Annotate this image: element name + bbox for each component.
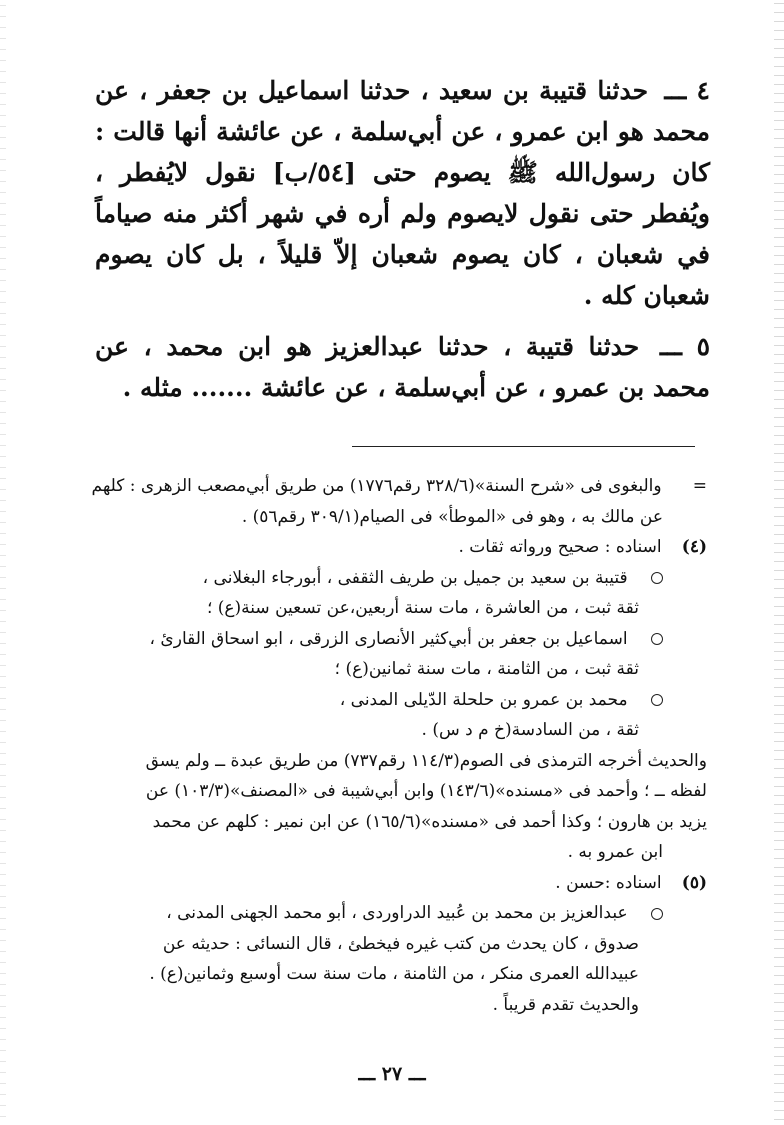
takhrij-line: لفظه ــ ؛ وأحمد فى «مسنده»(١٤٣/٦) وابن أبي‌شيبة فى «المصنف»(١٠٣/٣) عن	[145, 781, 707, 801]
footnotes	[75, 471, 707, 1020]
note-line: = والبغوى فى «شرح السنة»(٣٢٨/٦ رقم١٧٧٦) من طريق أبي‌مصعب الزهرى : كلهم	[75, 471, 707, 502]
hadith-5	[95, 326, 710, 408]
circle-bullet-icon	[651, 694, 663, 706]
narrator-entry: اسماعيل بن جعفر بن أبي‌كثير الأنصارى الزرقى ، ابو اسحاق القارئ ،	[75, 624, 707, 655]
note-header-5	[75, 868, 707, 899]
note-label: (٤)	[681, 537, 707, 557]
scan-edge-artifact-left	[0, 0, 6, 1125]
narrator-desc: والحديث تقدم قريباً .	[492, 994, 639, 1015]
narrator-entry: قتيبة بن سعيد بن جميل بن طريف الثقفى ، أبورجاء البغلانى ،	[75, 563, 707, 594]
page-number: ـــ ٢٧ ـــ	[358, 1063, 426, 1085]
isnad-grade: اسناده :حسن .	[555, 872, 662, 893]
circle-bullet-icon	[651, 572, 663, 584]
hadith-text: حدثنا قتيبة بن سعيد ، حدثنا اسماعيل بن جعفر ، عن محمد هو ابن عمرو ، عن أبي‌سلمة ، عن عائشة أنها قالت : كان رسول‌الله ﷺ يصوم حتى [٥٤/ب] نقول لايُفطر ، ويُفطر حتى نقول لايصوم ولم أره في شهر أكثر منه صياماً في شعبان ، كان يصوم شعبان إلاّ قليلاً ، بل كان يصوم شعبان كله .	[95, 76, 710, 310]
narrator-desc: ثقة ثبت ، من العاشرة ، مات سنة أربعين،عن تسعين سنة(ع) ؛	[206, 598, 639, 618]
hadith-number: ٥ ـــ	[659, 332, 710, 361]
hadith-4	[95, 70, 710, 316]
main-text	[95, 70, 710, 418]
isnad-grade: اسناده : صحيح ورواته ثقات .	[458, 537, 662, 557]
scan-edge-artifact	[774, 0, 784, 1125]
hadith-number: ٤ ـــ	[664, 76, 710, 105]
note-label: (٥)	[681, 872, 707, 893]
narrator-desc: صدوق ، كان يحدث من كتب غيره فيخطئ ، قال النسائى : حديثه عن	[162, 933, 639, 954]
footnote-separator	[352, 446, 695, 447]
circle-bullet-icon	[651, 908, 663, 920]
hadith-text: حدثنا قتيبة ، حدثنا عبدالعزيز هو ابن محمد ، عن محمد بن عمرو ، عن أبي‌سلمة ، عن عائشة ....... مثله .	[95, 332, 710, 402]
circle-bullet-icon	[651, 633, 663, 645]
narrator-entry: عبدالعزيز بن محمد بن عُبيد الدراوردى ، أبو محمد الجهنى المدنى ،	[75, 898, 707, 929]
narrator-desc: ثقة ثبت ، من الثامنة ، مات سنة ثمانين(ع) ؛	[334, 659, 639, 679]
takhrij-line: والحديث أخرجه الترمذى فى الصوم(١١٤/٣ رقم٧٣٧) من طريق عبدة ــ ولم يسق	[145, 750, 707, 771]
narrator-entry: محمد بن عمرو بن حلحلة الدّيلى المدنى ،	[75, 685, 707, 716]
narrator-desc: ثقة ، من السادسة(خ م د س) .	[421, 720, 639, 740]
note-line: عن مالك به ، وهو فى «الموطأ» فى الصيام(٣٠٩/١ رقم٥٦) .	[241, 506, 663, 527]
continuation-mark: =	[692, 476, 707, 496]
takhrij-line: ابن عمرو به .	[567, 842, 663, 862]
note-header-4	[75, 532, 707, 563]
takhrij-line: يزيد بن هارون ؛ وكذا أحمد فى «مسنده»(١٦٥/٦) عن ابن نمير : كلهم عن محمد	[152, 811, 707, 832]
narrator-desc: عبيدالله العمرى منكر ، من الثامنة ، مات سنة ست أوسبع وثمانين(ع) .	[149, 964, 639, 984]
